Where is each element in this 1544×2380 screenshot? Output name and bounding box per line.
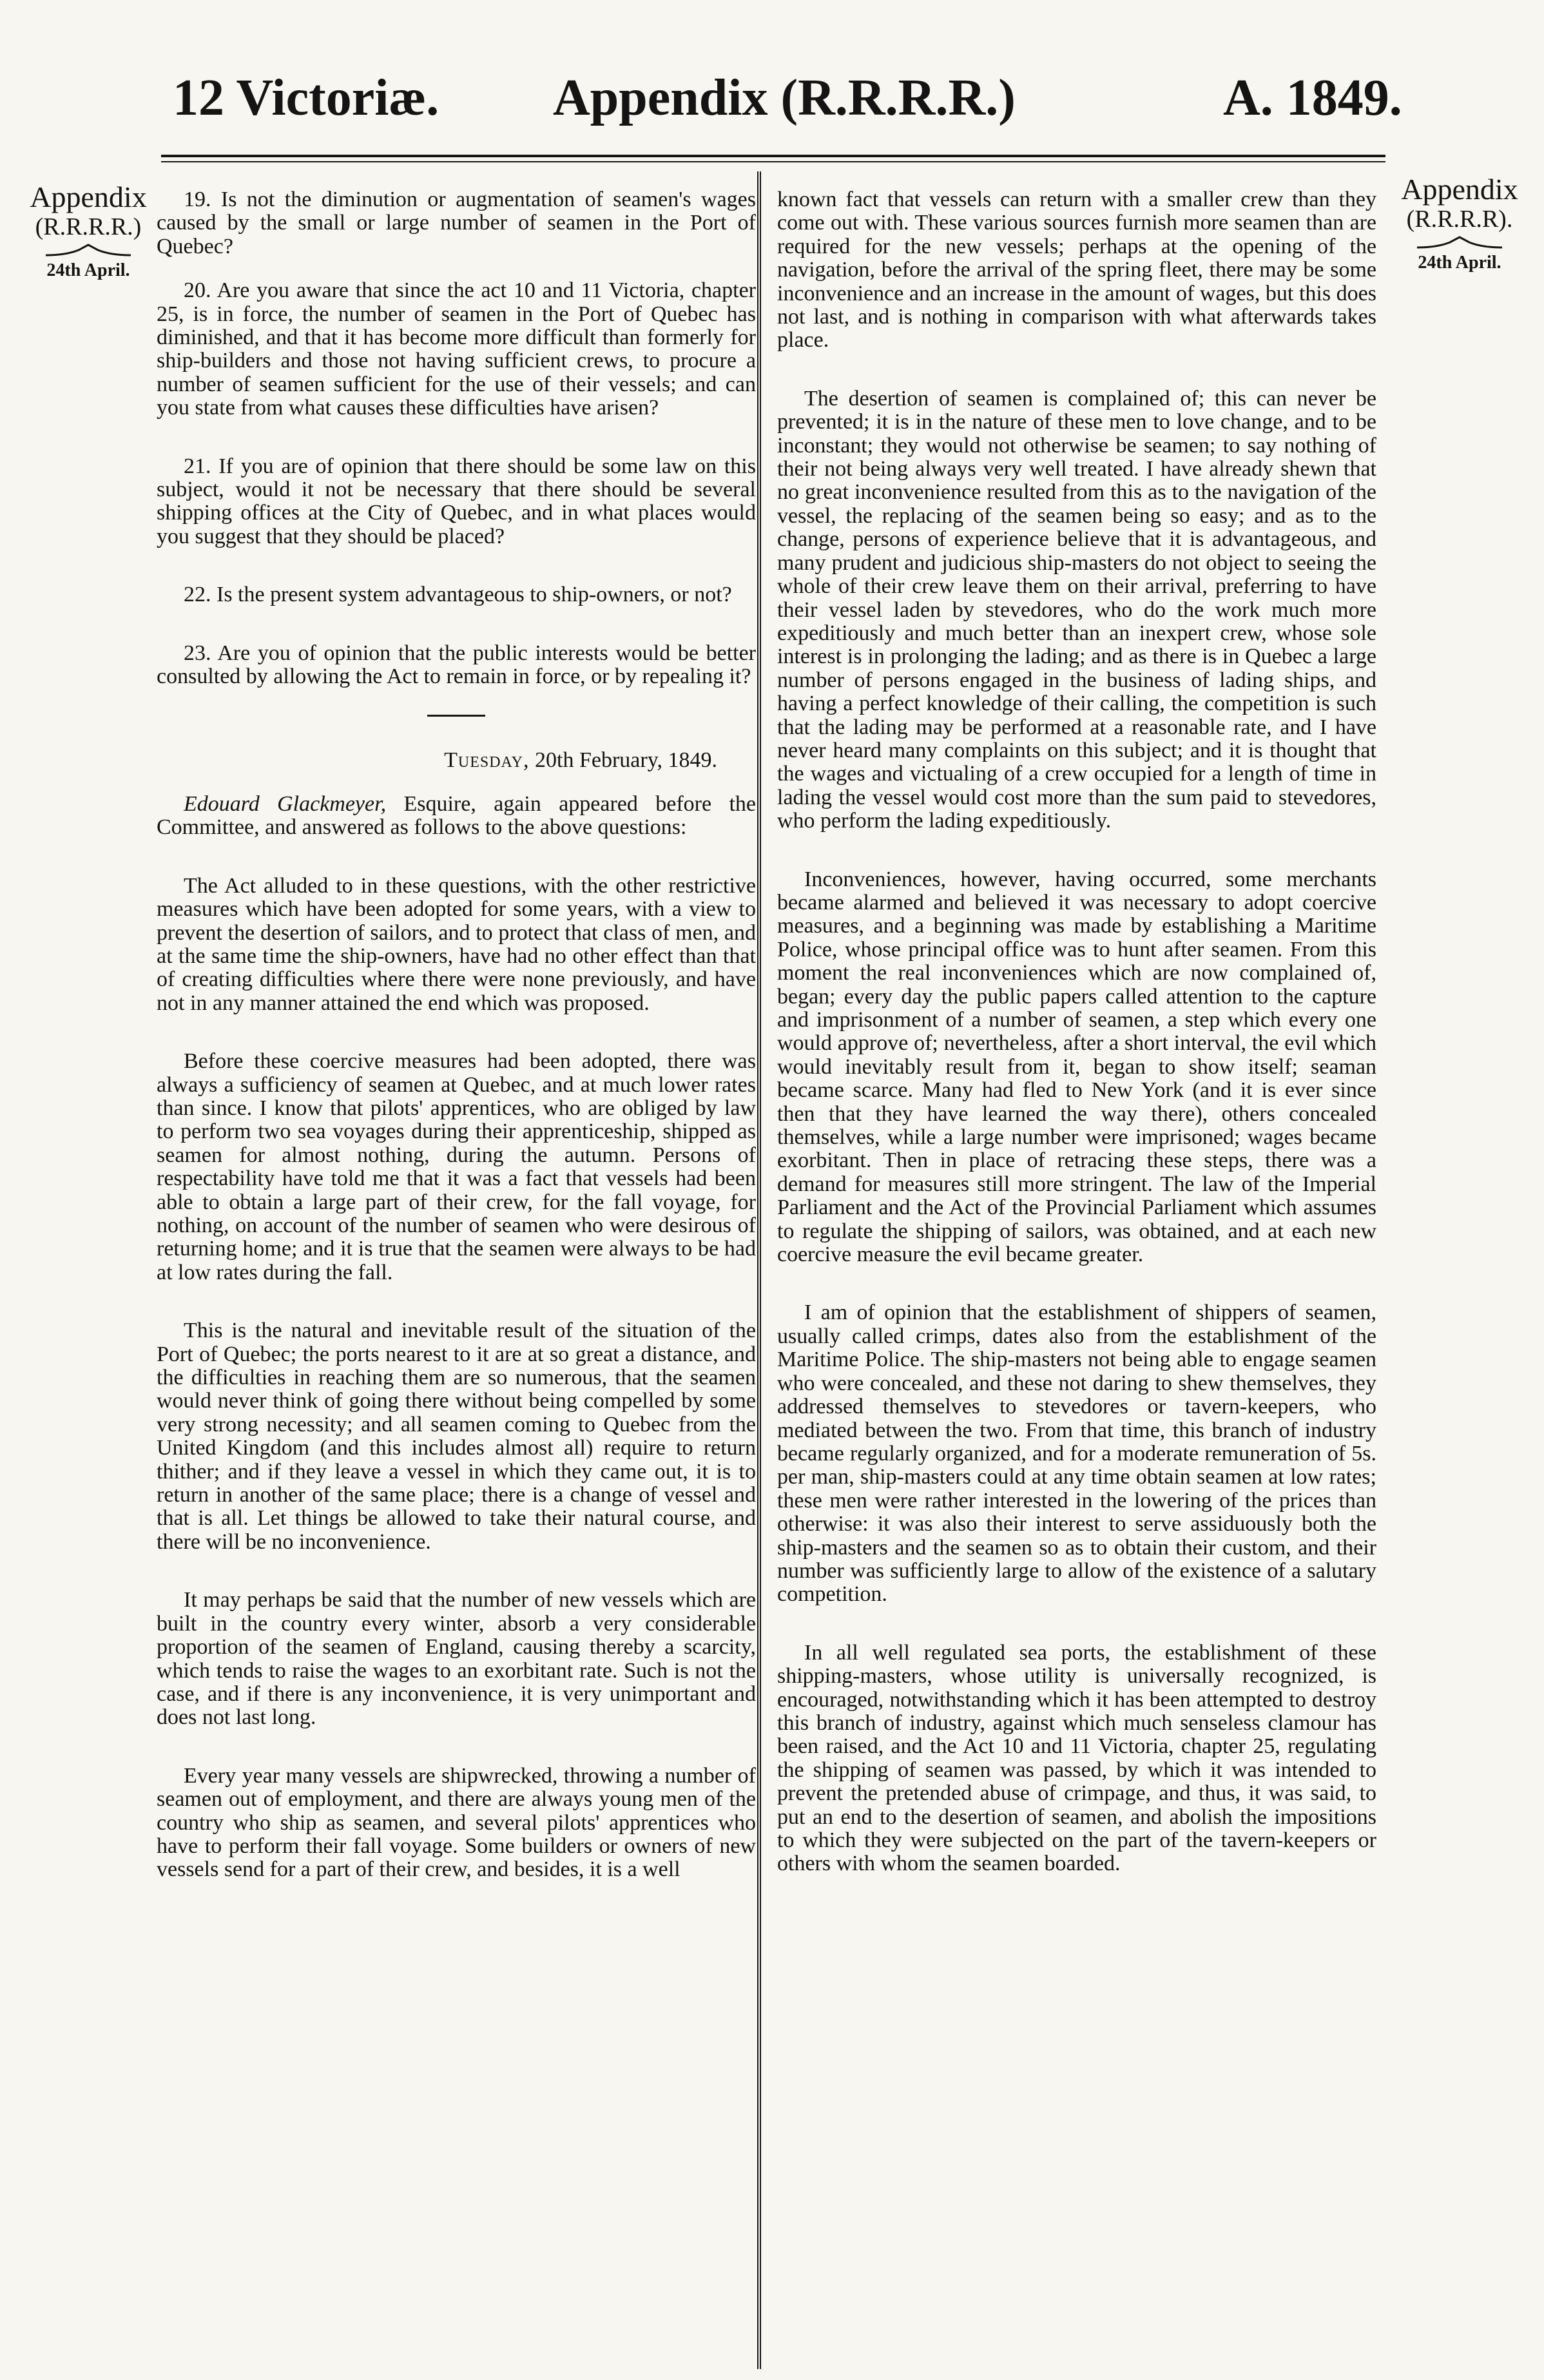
witness-intro xyxy=(157,793,756,840)
header-session: 12 Victoriæ. xyxy=(173,70,439,126)
answer-paragraph: It may perhaps be said that the number of new vessels which are built in the country every winter, absorb a very considerable proportion of the seamen of England, causing thereby a scarcity, which tends to raise the wages to an exorbitant rate. Such is not the case, and if there is any inconvenience, it is very unimportant and does not last long. xyxy=(157,1588,756,1730)
margin-right-appendix: Appendix xyxy=(1401,173,1518,206)
answer-paragraph: The desertion of seamen is complained of; this can never be prevented; it is in the nature of these men to love change, and to be inconstant; they would not otherwise be seamen; to say nothing of their not being always very well treated. I have already shewn that no great inconvenience resulted from this as to the navigation of the vessel, the replacing of the seamen being so easy; and as to the change, persons of experience believe that it is advantageous, and many prudent and judicious ship-masters do not object to seeing the whole of their crew leave them on their arrival, preferring to have their vessel laden by stevedores, who do the work much more expeditiously and much better than an inexpert crew, whose sole interest is in prolonging the lading; and as there is in Quebec a large number of persons engaged in the business of lading ships, and having a perfect knowledge of their calling, the competition is such that the lading may be performed at a reasonable rate, and I have never heard many complaints on this subject; and it is thought that the wages and victualing of a crew occupied for a length of time in lading the vessel would cost more than the sum paid to stevedores, who perform the lading expeditiously. xyxy=(777,386,1376,833)
session-weekday: Tuesday, xyxy=(444,748,530,772)
session-date xyxy=(157,749,756,772)
margin-note-left xyxy=(14,182,162,281)
answer-paragraph: Every year many vessels are shipwrecked, throwing a number of seamen out of employment, and there are always young men of the country who ship as seamen, and several pilots' apprentices who have to perform their fall voyage. Some builders or owners of new vessels send for a part of their crew, and besides, it is a well xyxy=(157,1763,756,1882)
header-rule-thick xyxy=(161,155,1385,157)
header-year: A. 1849. xyxy=(1223,70,1402,126)
margin-right-code: (R.R.R.R). xyxy=(1406,206,1513,233)
margin-right-date: 24th April. xyxy=(1418,252,1501,273)
answer-paragraph: I am of opinion that the establishment of shippers of seamen, usually called crimps, dates also from the establishment of the Maritime Police. The ship-masters not being able to engage seamen who were concealed, and these not daring to shew themselves, they addressed themselves to stevedores or tavern-keepers, who mediated between the two. From that time, this branch of industry became regularly organized, and for a moderate remuneration of 5s. per man, ship-masters could at any time obtain seamen at low rates; these men were rather interested in the lowering of the prices than otherwise: it was also their interest to serve assiduously both the ship-masters and the seamen so as to obtain their custom, and their number was sufficiently large to allow of the existence of a salutary competition. xyxy=(777,1301,1376,1607)
question-21: 21. If you are of opinion that there should be some law on this subject, would it not be necessary that there should be several shipping offices at the City of Quebec, and in what places would you suggest that they should be placed? xyxy=(157,454,756,548)
question-20: 20. Are you aware that since the act 10 and 11 Victoria, chapter 25, is in force, the number of seamen in the Port of Quebec has diminished, and that it has become more difficult than formerly for ship-builders and those not having sufficient crews, to procure a number of seamen sufficient for the use of their vessels; and can you state from what causes these difficulties have arisen? xyxy=(157,278,756,420)
answer-paragraph: The Act alluded to in these questions, with the other restrictive measures which have been adopted for some years, with a view to prevent the desertion of sailors, and to protect that class of men, and at the same time the ship-owners, have had no other effect than that of creating difficulties where there were none previously, and have not in any manner attained the end which was proposed. xyxy=(157,873,756,1015)
section-rule xyxy=(427,715,485,717)
column-divider xyxy=(757,171,761,2369)
margin-left-appendix: Appendix xyxy=(30,180,147,213)
left-column xyxy=(157,188,756,1882)
right-column xyxy=(777,188,1376,1876)
witness-intro-rest: Esquire, again appeared before the Committee, and answered as follows to the above questions: xyxy=(157,791,756,840)
answer-paragraph: Before these coercive measures had been adopted, there was always a sufficiency of seamen at Quebec, and at much lower rates than since. I know that pilots' apprentices, who are obliged by law to perform two sea voyages during their apprenticeship, shipped as seamen for almost nothing, during the autumn. Persons of respectability have told me that it was a fact that vessels had been able to obtain a large part of their crew, for the fall voyage, for nothing, on account of the number of seamen who were desirous of returning home; and it is true that the seamen were always to be had at low rates during the fall. xyxy=(157,1049,756,1284)
answer-paragraph: Inconveniences, however, having occurred, some merchants became alarmed and believed it was necessary to adopt coercive measures, and a beginning was made by establishing a Maritime Police, whose principal office was to hunt after seamen. From this moment the real inconveniences which are now complained of, began; every day the public papers called attention to the capture and imprisonment of a number of seamen, a step which every one would approve of; nevertheless, after a short interval, the evil which would inevitably result from it, began to show itself; seaman became scarce. Many had fled to New York (and it is ever since then that they have learned the way there), others concealed themselves, while a large number were imprisoned; wages became exorbitant. Then in place of retracing these steps, there was a demand for measures still more stringent. The law of the Imperial Parliament and the Act of the Provincial Parliament which assumes to regulate the shipping of sailors, was obtained, and at each new coercive measure the evil became greater. xyxy=(777,867,1376,1267)
brace-flourish-icon xyxy=(43,244,133,258)
question-22: 22. Is the present system advantageous to ship-owners, or not? xyxy=(184,583,732,607)
answer-paragraph-continued: known fact that vessels can return with a smaller crew than they come out with. These various sources furnish more seamen than are required for the new vessels; perhaps at the opening of the navigation, before the arrival of the spring fleet, there may be some inconvenience and an increase in the amount of wages, but this does not last, and is nothing in comparison with what afterwards takes place. xyxy=(777,188,1376,353)
session-date-rest: 20th February, 1849. xyxy=(529,748,717,772)
margin-left-date: 24th April. xyxy=(46,260,130,280)
margin-left-code: (R.R.R.R.) xyxy=(35,213,142,241)
question-23: 23. Are you of opinion that the public interests would be better consulted by allowing the Act to remain in force, or by repealing it? xyxy=(157,641,756,689)
page-header xyxy=(0,0,1544,148)
margin-note-right xyxy=(1385,174,1534,273)
answer-paragraph: This is the natural and inevitable result of the situation of the Port of Quebec; the ports nearest to it are at so great a distance, and the difficulties in reaching them are so numerous, that the seamen would never think of going there without being compelled by some very strong necessity; and all seamen coming to Quebec from the United Kingdom (and this includes almost all) require to return thither; and if they leave a vessel in which they came out, it is to return in another of the same place; there is a change of vessel and that is all. Let things be allowed to take their natural course, and there will be no inconvenience. xyxy=(157,1319,756,1554)
answer-paragraph: In all well regulated sea ports, the establishment of these shipping-masters, whose utility is universally recognized, is encouraged, notwithstanding which it has been attempted to destroy this branch of industry, against which much senseless clamour has been raised, and the Act 10 and 11 Victoria, chapter 25, regulating the shipping of seamen was passed, by which it was intended to prevent the pretended abuse of crimpage, and thus, it was said, to put an end to the desertion of seamen, and abolish the impositions to which they were subjected on the part of the tavern-keepers or others with whom the seamen boarded. xyxy=(777,1640,1376,1876)
question-19: 19. Is not the diminution or augmentation of seamen's wages caused by the small or large number of seamen in the Port of Quebec? xyxy=(157,188,756,258)
header-appendix: Appendix (R.R.R.R.) xyxy=(553,70,1016,126)
witness-name: Edouard Glackmeyer, xyxy=(184,791,387,816)
brace-flourish-icon xyxy=(1414,236,1505,250)
header-rule-thin xyxy=(161,161,1385,162)
